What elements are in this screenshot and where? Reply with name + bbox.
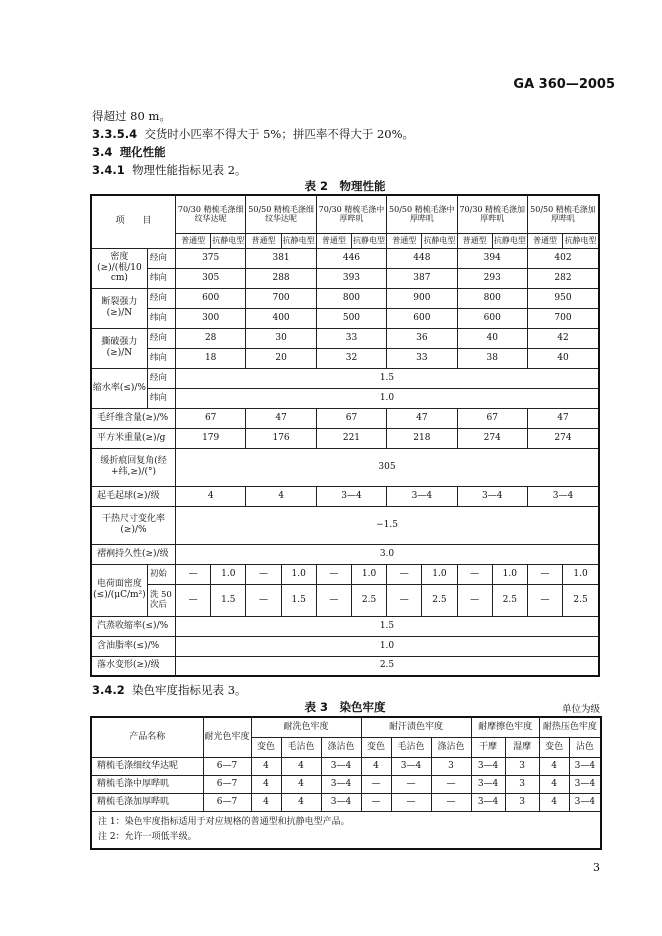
row-label-oil-content: 含油脂率(≤)/% <box>91 636 175 656</box>
table-cell: 3—4 <box>471 757 505 775</box>
table-cell: 6—7 <box>203 793 251 811</box>
fabric-header: 50/50 精梳毛涤加厚哔叽 <box>527 195 599 233</box>
table-cell: 3—4 <box>391 757 431 775</box>
table-cell: 179 <box>175 428 245 448</box>
table-cell: — <box>527 584 562 616</box>
table-cell: 448 <box>387 248 457 268</box>
table-cell: 42 <box>527 328 599 348</box>
table-cell: 1.0 <box>422 564 457 584</box>
type-header: 抗静电型 <box>492 233 527 248</box>
row-label-water-deformation: 落水变形(≥)/级 <box>91 656 175 676</box>
table-cell: 500 <box>316 308 386 328</box>
row-label-charge-density: 电荷面密度(≤)/(μC/m²) <box>91 564 147 616</box>
table-cell: 305 <box>175 268 245 288</box>
dir-weft: 纬向 <box>147 388 175 408</box>
hot-press-fastness-header: 耐热压色牢度 <box>539 717 601 737</box>
text-line: 得超过 80 m。 <box>92 109 171 123</box>
section-number: 3.4 <box>92 145 113 159</box>
table-cell: 600 <box>387 308 457 328</box>
color-fastness-table <box>90 716 602 850</box>
table-cell: — <box>316 584 351 616</box>
table-cell: 3—4 <box>569 793 601 811</box>
wash-fastness-header: 耐洗色牢度 <box>251 717 361 737</box>
clause-text: 交货时小匹率不得大于 5%；拼匹率不得大于 20%。 <box>144 127 415 141</box>
table-cell: 3 <box>505 775 539 793</box>
table-cell: 3 <box>505 757 539 775</box>
fabric-header: 70/30 精梳毛涤中厚哔叽 <box>316 195 386 233</box>
sub-header: 变色 <box>251 737 281 757</box>
table-cell: 387 <box>387 268 457 288</box>
table-cell: 3—4 <box>569 757 601 775</box>
type-header: 普通型 <box>527 233 562 248</box>
clause-3-4-1 <box>92 162 247 178</box>
table-cell: 1.5 <box>175 616 599 636</box>
table-cell: — <box>387 564 422 584</box>
row-label-steam-shrinkage: 汽蒸收缩率(≤)/% <box>91 616 175 636</box>
table-cell: 293 <box>457 268 527 288</box>
table-cell: 6—7 <box>203 757 251 775</box>
table-cell: 800 <box>316 288 386 308</box>
table-cell: — <box>316 564 351 584</box>
type-header: 抗静电型 <box>422 233 457 248</box>
table-cell: 2.5 <box>175 656 599 676</box>
row-label-breaking-strength: 断裂强力(≥)/N <box>91 288 147 328</box>
table-cell: 47 <box>387 408 457 428</box>
table-cell: 3—4 <box>321 775 361 793</box>
table-cell: 4 <box>246 486 316 506</box>
table-cell: 218 <box>387 428 457 448</box>
table-cell: 4 <box>251 775 281 793</box>
table-cell: 393 <box>316 268 386 288</box>
type-header: 抗静电型 <box>351 233 386 248</box>
table-cell: 4 <box>539 793 569 811</box>
table-cell: 4 <box>539 757 569 775</box>
table-cell: 18 <box>175 348 245 368</box>
table-cell: 4 <box>361 757 391 775</box>
table-cell: 38 <box>457 348 527 368</box>
table-cell: 282 <box>527 268 599 288</box>
table-cell: 2.5 <box>422 584 457 616</box>
row-label-pilling: 起毛起球(≥)/级 <box>91 486 175 506</box>
table-cell: 3—4 <box>569 775 601 793</box>
table-cell: −1.5 <box>175 506 599 544</box>
row-label-crease-recovery: 缓折痕回复角(经+纬,≥)/(°) <box>91 448 175 486</box>
fabric-header: 50/50 精梳毛涤细纹华达呢 <box>246 195 316 233</box>
table-cell: 274 <box>527 428 599 448</box>
table-cell: 176 <box>246 428 316 448</box>
table-cell: 4 <box>251 757 281 775</box>
table-cell: 1.0 <box>492 564 527 584</box>
table-cell: 4 <box>281 793 321 811</box>
sub-header: 涤沾色 <box>321 737 361 757</box>
table-cell: 32 <box>316 348 386 368</box>
note-1: 注 1：染色牢度指标适用于对应规格的普通型和抗静电型产品。 <box>98 816 350 827</box>
charge-initial-label: 初始 <box>147 564 175 584</box>
clause-number: 3.4.2 <box>92 683 125 697</box>
table-cell: 6—7 <box>203 775 251 793</box>
table-cell: 28 <box>175 328 245 348</box>
note-2: 注 2：允许一项低半级。 <box>98 831 197 842</box>
table-cell: — <box>431 775 471 793</box>
table3-unit: 单位为级 <box>561 704 600 715</box>
dir-weft: 纬向 <box>147 348 175 368</box>
dir-warp: 经向 <box>147 248 175 268</box>
clause-number: 3.4.1 <box>92 163 125 177</box>
table-row <box>91 757 601 775</box>
clause-number: 3.3.5.4 <box>92 127 138 141</box>
table-cell: 3—4 <box>527 486 599 506</box>
sub-header: 涤沾色 <box>431 737 471 757</box>
page-number: 3 <box>593 861 600 874</box>
table-cell: 900 <box>387 288 457 308</box>
table-cell: 2.5 <box>351 584 386 616</box>
table-row <box>91 775 601 793</box>
table-cell: 446 <box>316 248 386 268</box>
table-cell: 3 <box>505 793 539 811</box>
product-name-header: 产品名称 <box>91 717 203 757</box>
table-cell: 3—4 <box>471 793 505 811</box>
table-cell: 800 <box>457 288 527 308</box>
table-cell: 274 <box>457 428 527 448</box>
dir-weft: 纬向 <box>147 308 175 328</box>
type-header: 普通型 <box>246 233 281 248</box>
table-cell: — <box>246 584 281 616</box>
row-label-shrinkage: 缩水率(≤)/% <box>91 368 147 408</box>
table-row <box>91 793 601 811</box>
table-cell: 3.0 <box>175 544 599 564</box>
table-cell: 33 <box>387 348 457 368</box>
table-cell: 700 <box>527 308 599 328</box>
table-cell: 33 <box>316 328 386 348</box>
table-cell: 300 <box>175 308 245 328</box>
table-cell: 402 <box>527 248 599 268</box>
table-cell: — <box>391 775 431 793</box>
product-name: 精梳毛涤细纹华达呢 <box>91 757 203 775</box>
section-title: 理化性能 <box>119 145 166 159</box>
table-cell: 1.5 <box>175 368 599 388</box>
table-cell: 1.0 <box>281 564 316 584</box>
product-name: 精梳毛涤加厚哔叽 <box>91 793 203 811</box>
table-cell: — <box>246 564 281 584</box>
dir-warp: 经向 <box>147 368 175 388</box>
table-cell: — <box>391 793 431 811</box>
table-cell: 4 <box>539 775 569 793</box>
document-id: GA 360—2005 <box>513 77 615 92</box>
clause-3-3-5-4 <box>92 126 414 142</box>
table-cell: 950 <box>527 288 599 308</box>
table-cell: — <box>175 564 210 584</box>
type-header: 普通型 <box>457 233 492 248</box>
table-cell: 1.5 <box>211 584 246 616</box>
table-cell: 47 <box>246 408 316 428</box>
sub-header: 毛沾色 <box>281 737 321 757</box>
table-cell: 3—4 <box>321 793 361 811</box>
dir-warp: 经向 <box>147 328 175 348</box>
table-cell: 30 <box>246 328 316 348</box>
table-cell: 305 <box>175 448 599 486</box>
table-cell: 288 <box>246 268 316 288</box>
table-notes <box>91 811 601 849</box>
dir-warp: 经向 <box>147 288 175 308</box>
fabric-header: 50/50 精梳毛涤中厚哔叽 <box>387 195 457 233</box>
dir-weft: 纬向 <box>147 268 175 288</box>
row-label-tearing-strength: 撕破强力(≥)/N <box>91 328 147 368</box>
sub-header: 湿摩 <box>505 737 539 757</box>
clause-text: 染色牢度指标见表 3。 <box>132 683 247 697</box>
clause-text: 物理性能指标见表 2。 <box>132 163 247 177</box>
table-cell: — <box>387 584 422 616</box>
row-label-density: 密度(≥)/(根/10 cm) <box>91 248 147 288</box>
table-cell: 1.5 <box>281 584 316 616</box>
table-cell: 4 <box>281 757 321 775</box>
table-cell: — <box>431 793 471 811</box>
table-cell: 20 <box>246 348 316 368</box>
section-3-4 <box>92 144 166 160</box>
table-cell: 394 <box>457 248 527 268</box>
table-cell: 67 <box>175 408 245 428</box>
type-header: 抗静电型 <box>281 233 316 248</box>
table-cell: 600 <box>457 308 527 328</box>
table-cell: 3—4 <box>321 757 361 775</box>
table-cell: 1.0 <box>351 564 386 584</box>
table-cell: 40 <box>457 328 527 348</box>
table-cell: 1.0 <box>563 564 599 584</box>
table-cell: 1.0 <box>175 636 599 656</box>
table-cell: — <box>457 564 492 584</box>
table-cell: 3—4 <box>387 486 457 506</box>
light-fastness-header: 耐光色牢度 <box>203 717 251 757</box>
table-cell: — <box>175 584 210 616</box>
table-cell: 600 <box>175 288 245 308</box>
type-header: 抗静电型 <box>563 233 599 248</box>
type-header: 普通型 <box>175 233 210 248</box>
sub-header: 变色 <box>361 737 391 757</box>
type-header: 抗静电型 <box>211 233 246 248</box>
table-cell: 3—4 <box>471 775 505 793</box>
item-header: 项 目 <box>91 195 175 248</box>
notes-cell <box>91 811 601 849</box>
table-cell: — <box>361 793 391 811</box>
table-cell: — <box>527 564 562 584</box>
table-cell: 700 <box>246 288 316 308</box>
table2-caption: 表 2 物理性能 <box>304 179 386 193</box>
clause-3-4-2 <box>92 682 247 698</box>
table-cell: 2.5 <box>492 584 527 616</box>
physical-properties-table <box>90 194 600 677</box>
table-cell: 381 <box>246 248 316 268</box>
table-cell: 1.0 <box>211 564 246 584</box>
table-cell: 400 <box>246 308 316 328</box>
table-cell: 2.5 <box>563 584 599 616</box>
table-cell: — <box>361 775 391 793</box>
table-cell: 40 <box>527 348 599 368</box>
table-cell: 67 <box>316 408 386 428</box>
sub-header: 干摩 <box>471 737 505 757</box>
table-cell: 47 <box>527 408 599 428</box>
fabric-header: 70/30 精梳毛涤加厚哔叽 <box>457 195 527 233</box>
table-cell: 3 <box>431 757 471 775</box>
table-cell: 221 <box>316 428 386 448</box>
table3-caption: 表 3 染色牢度 <box>304 700 386 714</box>
sub-header: 变色 <box>539 737 569 757</box>
type-header: 普通型 <box>316 233 351 248</box>
charge-wash-label: 洗 50 次后 <box>147 584 175 616</box>
table-cell: — <box>457 584 492 616</box>
sub-header: 毛沾色 <box>391 737 431 757</box>
product-name: 精梳毛涤中厚哔叽 <box>91 775 203 793</box>
table-cell: 3—4 <box>457 486 527 506</box>
table-cell: 4 <box>281 775 321 793</box>
table-cell: 36 <box>387 328 457 348</box>
table-cell: 3—4 <box>316 486 386 506</box>
table-cell: 67 <box>457 408 527 428</box>
row-label-dry-heat: 干热尺寸变化率(≥)/% <box>91 506 175 544</box>
table-cell: 4 <box>175 486 245 506</box>
sub-header: 沾色 <box>569 737 601 757</box>
type-header: 普通型 <box>387 233 422 248</box>
row-label-wool-content: 毛纤维含量(≥)/% <box>91 408 175 428</box>
row-label-weight: 平方米重量(≥)/g <box>91 428 175 448</box>
rub-fastness-header: 耐摩擦色牢度 <box>471 717 539 737</box>
row-label-pleat: 褶裥持久性(≥)/级 <box>91 544 175 564</box>
table-cell: 1.0 <box>175 388 599 408</box>
fabric-header: 70/30 精梳毛涤细纹华达呢 <box>175 195 245 233</box>
table-cell: 375 <box>175 248 245 268</box>
sweat-fastness-header: 耐汗渍色牢度 <box>361 717 471 737</box>
table-cell: 4 <box>251 793 281 811</box>
